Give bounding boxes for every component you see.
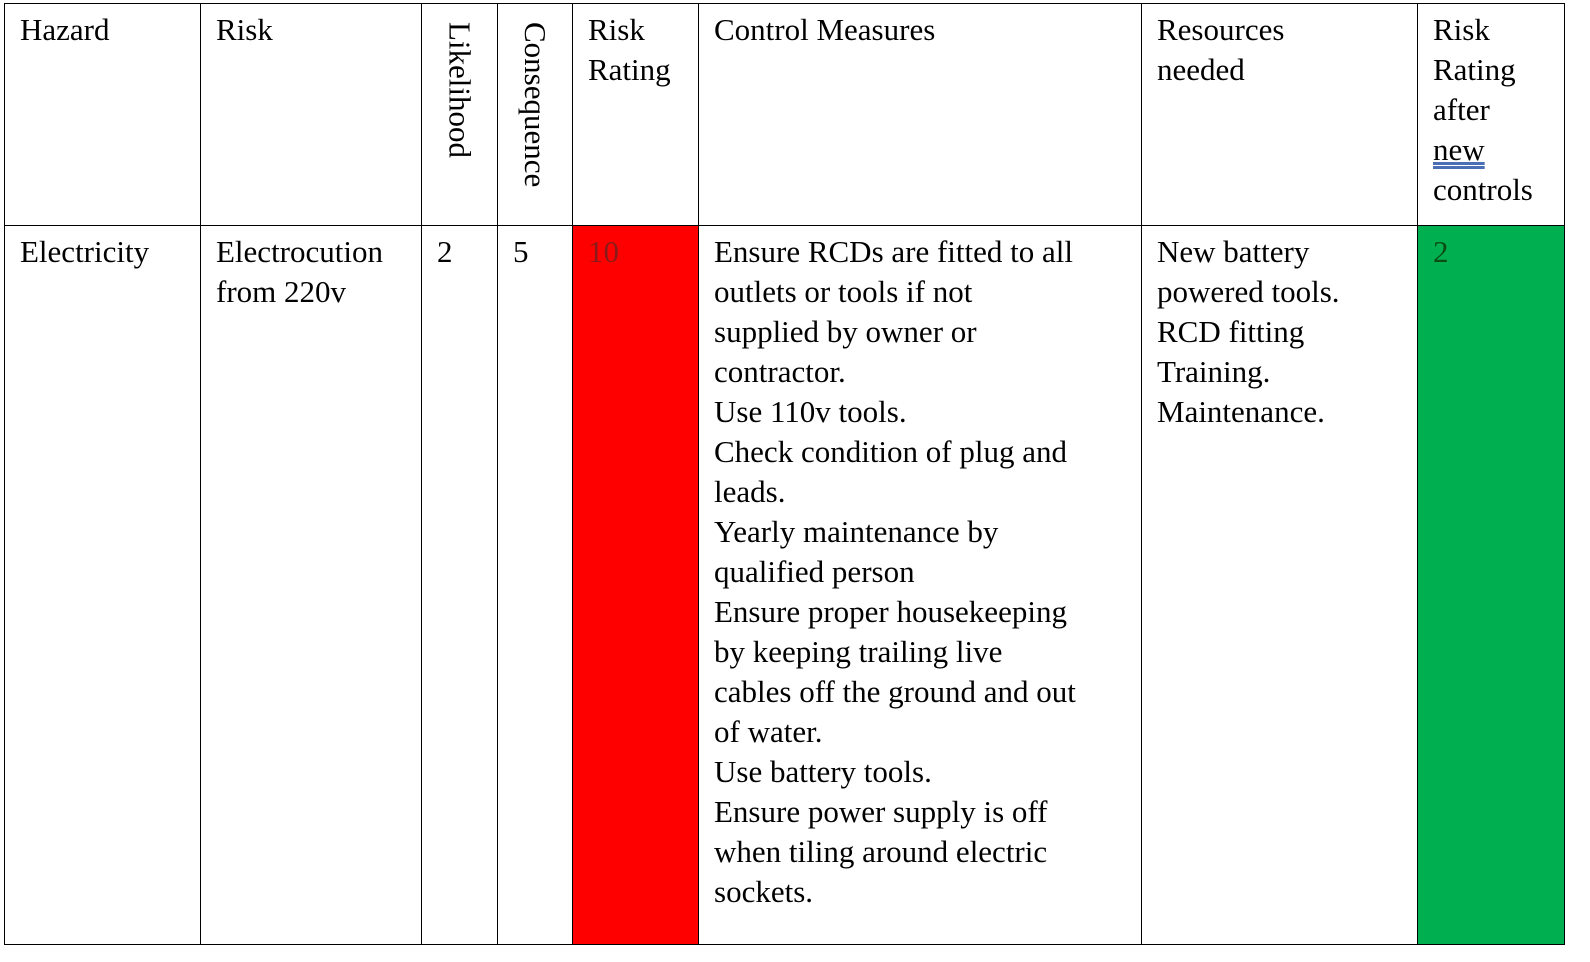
header-resources-needed [1142, 4, 1418, 226]
control-measure-line: sockets. [714, 874, 814, 909]
control-measure-line: Use battery tools. [714, 754, 932, 789]
header-after-line: new [1433, 132, 1485, 167]
control-measure-line: outlets or tools if not [714, 274, 973, 309]
header-control-measures: Control Measures [699, 4, 1142, 226]
control-measure-line: Ensure proper housekeeping [714, 594, 1067, 629]
control-measure-line: supplied by owner or [714, 314, 977, 349]
risk-rating-after-value: 2 [1433, 234, 1449, 269]
header-risk-rating-line: Risk [588, 12, 645, 47]
control-measure-line: Check condition of plug and [714, 434, 1067, 469]
cell-likelihood: 2 [422, 226, 498, 945]
risk-assessment-table [4, 3, 1565, 945]
header-risk-rating-after [1418, 4, 1565, 226]
cell-hazard: Electricity [5, 226, 201, 945]
resource-line: Maintenance. [1157, 394, 1325, 429]
cell-control-measures [699, 226, 1142, 945]
table-row [5, 226, 1565, 945]
resource-line: New battery [1157, 234, 1310, 269]
cell-risk-line: from 220v [216, 274, 347, 309]
header-consequence: Consequence [518, 22, 553, 188]
header-likelihood: Likelihood [442, 22, 478, 159]
header-resources-line: Resources [1157, 12, 1285, 47]
header-after-line: after [1433, 92, 1490, 127]
control-measure-line: by keeping trailing live [714, 634, 1003, 669]
header-after-line: controls [1433, 172, 1533, 207]
control-measure-line: contractor. [714, 354, 846, 389]
cell-risk-rating [573, 226, 699, 945]
control-measure-line: Use 110v tools. [714, 394, 907, 429]
header-after-line: Rating [1433, 52, 1516, 87]
header-risk-rating-line: Rating [588, 52, 671, 87]
cell-risk-line: Electrocution [216, 234, 383, 269]
control-measure-line: Ensure RCDs are fitted to all [714, 234, 1073, 269]
control-measure-line: of water. [714, 714, 823, 749]
resource-line: Training. [1157, 354, 1271, 389]
header-row [5, 4, 1565, 226]
cell-resources-needed [1142, 226, 1418, 945]
risk-rating-value: 10 [588, 234, 619, 269]
header-likelihood-cell [422, 4, 498, 226]
header-consequence-cell [498, 4, 573, 226]
resource-line: RCD fitting [1157, 314, 1305, 349]
control-measure-line: qualified person [714, 554, 915, 589]
cell-risk [201, 226, 422, 945]
control-measure-line: cables off the ground and out [714, 674, 1076, 709]
header-hazard: Hazard [5, 4, 201, 226]
header-risk: Risk [201, 4, 422, 226]
cell-risk-rating-after [1418, 226, 1565, 945]
resource-line: powered tools. [1157, 274, 1340, 309]
control-measure-line: Yearly maintenance by [714, 514, 999, 549]
control-measure-line: when tiling around electric [714, 834, 1048, 869]
header-risk-rating [573, 4, 699, 226]
control-measure-line: Ensure power supply is off [714, 794, 1048, 829]
cell-consequence: 5 [498, 226, 573, 945]
header-resources-line: needed [1157, 52, 1245, 87]
header-after-line: Risk [1433, 12, 1490, 47]
control-measure-line: leads. [714, 474, 786, 509]
